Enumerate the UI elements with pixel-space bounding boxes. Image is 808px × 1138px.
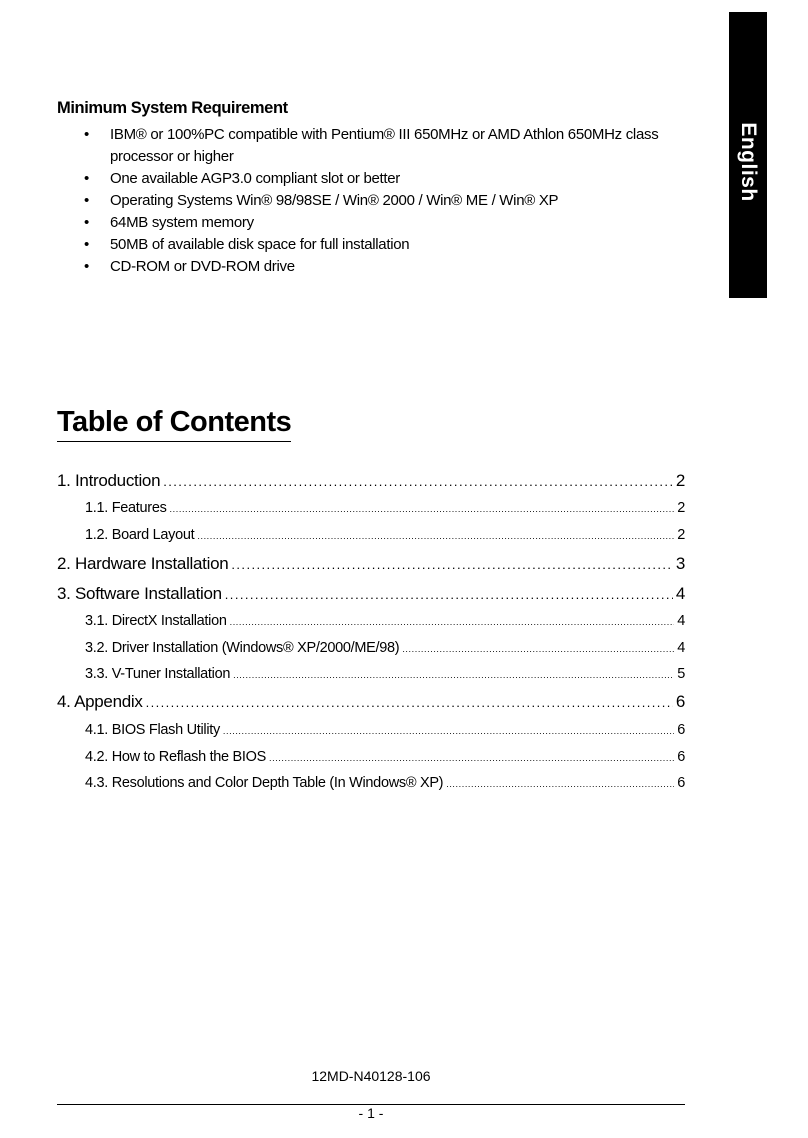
requirement-text: CD-ROM or DVD-ROM drive bbox=[110, 258, 295, 275]
page-number: - 1 - bbox=[358, 1105, 384, 1121]
toc-entry-label: 4.1. BIOS Flash Utility bbox=[85, 722, 220, 738]
toc-entry-hardware-installation[interactable] bbox=[57, 554, 685, 574]
dot-leader bbox=[402, 644, 674, 654]
toc-title: Table of Contents bbox=[57, 403, 291, 442]
dot-leader bbox=[225, 587, 673, 602]
dot-leader bbox=[231, 557, 672, 572]
toc-entry-label: 4.2. How to Reflash the BIOS bbox=[85, 749, 266, 765]
toc-entry-directx-installation[interactable] bbox=[85, 613, 685, 629]
toc-entry-board-layout[interactable] bbox=[85, 527, 685, 543]
toc-entry-vtuner-installation[interactable] bbox=[85, 666, 685, 682]
language-tab bbox=[729, 12, 767, 298]
toc-entry-label: 4.3. Resolutions and Color Depth Table (In Windows® XP) bbox=[85, 775, 444, 791]
requirements-title: Minimum System Requirement bbox=[57, 99, 288, 117]
toc-entry-label: 1. Introduction bbox=[57, 471, 161, 490]
dot-leader bbox=[163, 474, 673, 489]
language-tab-label: English bbox=[737, 122, 760, 202]
dot-leader bbox=[223, 726, 674, 736]
document-code: 12MD-N40128-106 bbox=[311, 1068, 431, 1084]
toc-entry-resolutions-color-depth[interactable] bbox=[85, 775, 685, 791]
dot-leader bbox=[170, 504, 675, 514]
requirement-text: 64MB system memory bbox=[110, 214, 254, 231]
toc-entry-page: 4 bbox=[677, 640, 685, 656]
toc-entry-introduction[interactable] bbox=[57, 471, 685, 491]
dot-leader bbox=[230, 617, 675, 627]
requirement-text: Operating Systems Win® 98/98SE / Win® 2000 / Win® ME / Win® XP bbox=[110, 192, 559, 209]
toc-entry-page: 6 bbox=[675, 692, 685, 711]
toc-entry-page: 2 bbox=[677, 527, 685, 543]
toc-entry-page: 2 bbox=[677, 500, 685, 516]
toc-entry-label: 1.2. Board Layout bbox=[85, 527, 195, 543]
toc-entry-appendix[interactable] bbox=[57, 692, 685, 712]
bullet-icon: • bbox=[84, 170, 89, 187]
toc-entry-page: 6 bbox=[677, 722, 685, 738]
requirement-item bbox=[84, 234, 704, 256]
bullet-icon: • bbox=[84, 192, 89, 209]
toc-entry-label: 3. Software Installation bbox=[57, 584, 222, 603]
bullet-icon: • bbox=[84, 236, 89, 253]
requirement-text: IBM® or 100%PC compatible with Pentium® III 650MHz or AMD Athlon 650MHz class processor or higher bbox=[110, 126, 659, 165]
dot-leader bbox=[269, 753, 674, 763]
toc-entry-features[interactable] bbox=[85, 500, 685, 516]
bullet-icon: • bbox=[84, 258, 89, 275]
toc-entry-page: 6 bbox=[677, 749, 685, 765]
requirement-item bbox=[84, 212, 704, 234]
requirement-item bbox=[84, 124, 704, 168]
requirement-item bbox=[84, 168, 704, 190]
toc-entry-label: 1.1. Features bbox=[85, 500, 167, 516]
toc-entry-label: 3.2. Driver Installation (Windows® XP/2000/ME/98) bbox=[85, 640, 400, 656]
dot-leader bbox=[197, 531, 674, 541]
toc-entry-reflash-bios[interactable] bbox=[85, 749, 685, 765]
requirement-item bbox=[84, 190, 704, 212]
toc-entry-page: 4 bbox=[675, 584, 685, 603]
toc-entry-page: 6 bbox=[677, 775, 685, 791]
toc-entry-driver-installation[interactable] bbox=[85, 640, 685, 656]
toc-entry-label: 2. Hardware Installation bbox=[57, 554, 229, 573]
bullet-icon: • bbox=[84, 214, 89, 231]
toc-entry-bios-flash-utility[interactable] bbox=[85, 722, 685, 738]
requirement-text: One available AGP3.0 compliant slot or better bbox=[110, 170, 401, 187]
requirements-list bbox=[84, 124, 704, 278]
dot-leader bbox=[146, 695, 673, 710]
dot-leader bbox=[446, 779, 674, 789]
bullet-icon: • bbox=[84, 126, 89, 143]
toc-entry-label: 3.1. DirectX Installation bbox=[85, 613, 227, 629]
toc-entry-label: 3.3. V-Tuner Installation bbox=[85, 666, 231, 682]
toc-entry-label: 4. Appendix bbox=[57, 692, 143, 711]
toc-entry-software-installation[interactable] bbox=[57, 584, 685, 604]
requirement-item bbox=[84, 256, 704, 278]
toc-entry-page: 4 bbox=[677, 613, 685, 629]
requirement-text: 50MB of available disk space for full installation bbox=[110, 236, 410, 253]
toc-entry-page: 2 bbox=[675, 471, 685, 490]
toc-entry-page: 5 bbox=[677, 666, 685, 682]
toc-entry-page: 3 bbox=[675, 554, 685, 573]
dot-leader bbox=[233, 670, 674, 680]
